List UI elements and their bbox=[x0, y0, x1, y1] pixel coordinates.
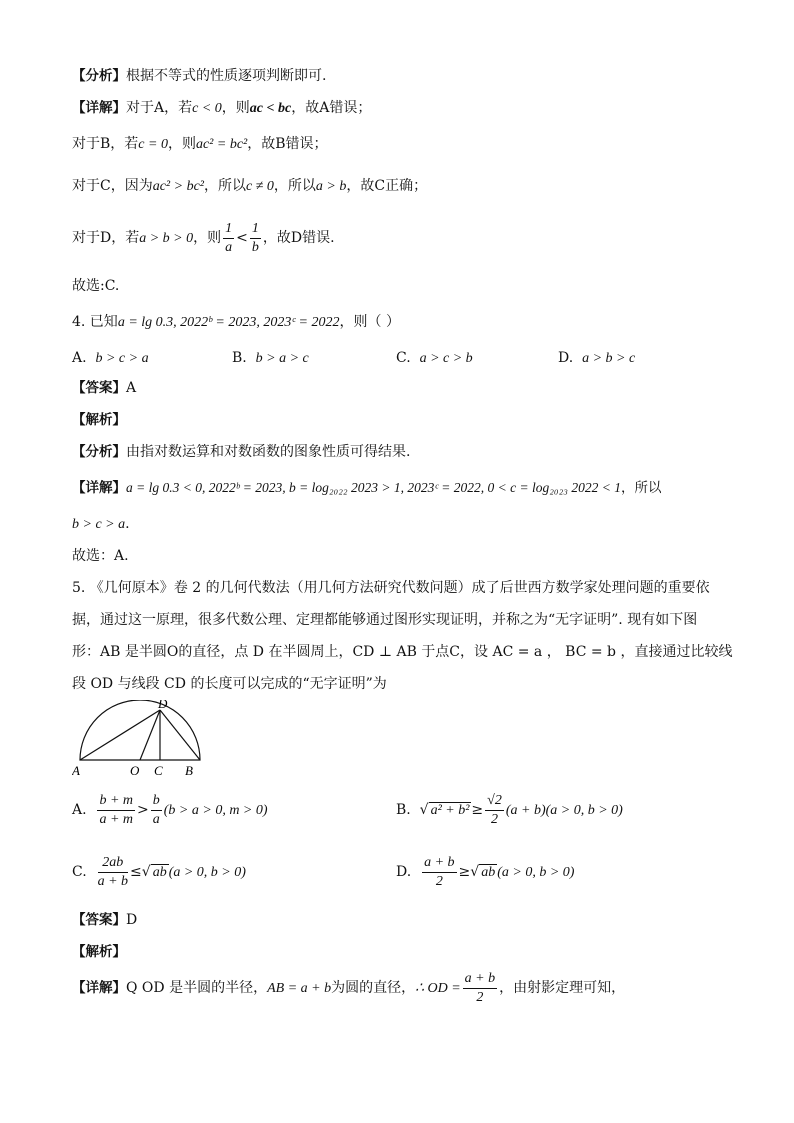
option-label: D. bbox=[396, 864, 412, 880]
denominator: b bbox=[251, 239, 259, 255]
numerator: a + b bbox=[422, 854, 456, 873]
math: ≥ bbox=[471, 802, 484, 818]
q3-analysis-line bbox=[72, 66, 326, 86]
q4-option-d bbox=[558, 348, 635, 369]
option-label: A. bbox=[72, 802, 87, 818]
fraction bbox=[250, 220, 261, 257]
text: 为圆的直径， bbox=[331, 980, 416, 996]
math: ac < bc bbox=[249, 101, 292, 116]
math: a > b > 0 bbox=[139, 231, 194, 246]
option-text: a > b > c bbox=[582, 351, 636, 366]
math: ac² > bc² bbox=[152, 179, 204, 194]
option-label: C. bbox=[72, 864, 87, 880]
fraction bbox=[223, 220, 234, 257]
numerator: b bbox=[151, 792, 162, 811]
q5-jiexi-tag: 【解析】 bbox=[72, 944, 126, 960]
text: ，所以 bbox=[620, 480, 662, 496]
option-text: a > c > b bbox=[419, 351, 473, 366]
semicircle-arc bbox=[80, 700, 200, 760]
q4-detail-line bbox=[72, 478, 661, 498]
analysis-text: 根据不等式的性质逐项判断即可. bbox=[126, 68, 327, 84]
q5-option-a bbox=[72, 790, 268, 831]
text: 对于B，若 bbox=[72, 136, 139, 152]
denominator: 2 bbox=[435, 873, 443, 889]
text: 对于A，若 bbox=[126, 100, 193, 116]
segment-AD bbox=[80, 710, 160, 760]
math: c < 0 bbox=[192, 101, 222, 116]
denominator: a bbox=[152, 811, 160, 827]
text: ，由射影定理可知， bbox=[499, 980, 626, 996]
math: ≤ bbox=[130, 864, 142, 880]
denominator: 2 bbox=[476, 989, 484, 1005]
q4-analysis-line bbox=[72, 442, 410, 462]
math: a = lg 0.3 < 0, 2022ᵇ = 2023, b = log₂₀₂₂ 2023 > 1, 2023ᶜ = 2022, 0 < c = log₂₀₂₃ 2022 < 1 bbox=[126, 480, 621, 495]
denominator: a + b bbox=[97, 873, 129, 889]
math: ac² = bc² bbox=[195, 137, 248, 152]
text: ，则（ ） bbox=[339, 314, 400, 330]
numerator: √2 bbox=[485, 792, 504, 811]
numerator: b + m bbox=[97, 792, 135, 811]
q5-option-d: D. $\frac{a + b}{2}$ ≥√ ab (a > 0, b > 0) bbox=[396, 854, 575, 889]
segment-OD bbox=[140, 710, 160, 760]
segment-DB bbox=[160, 710, 200, 760]
answer-tag: 【答案】 bbox=[72, 380, 126, 396]
analysis-text: 由指对数运算和对数函数的图象性质可得结果. bbox=[126, 444, 411, 460]
math: ∴ OD = bbox=[415, 981, 461, 996]
text: ，故B错误； bbox=[247, 136, 328, 152]
q5-option-b: B. √ a² + b² ≥ $\frac{√2}{2}$ (a + b)(a > 0, b > 0) bbox=[396, 792, 623, 827]
math: b > c > a bbox=[72, 517, 126, 532]
text: ，则 bbox=[167, 136, 196, 152]
option-text: b > c > a bbox=[95, 351, 149, 366]
text: ，故D错误. bbox=[262, 230, 335, 246]
math: a² + b² bbox=[430, 803, 470, 818]
math: ab bbox=[152, 865, 167, 880]
q4-answer-line bbox=[72, 378, 136, 398]
q3-answer: 故选:C. bbox=[72, 278, 120, 294]
label-A: A bbox=[72, 763, 80, 778]
label-B: B bbox=[185, 763, 193, 778]
fraction bbox=[485, 792, 504, 829]
fraction bbox=[151, 792, 162, 829]
math: AB = a + b bbox=[267, 981, 332, 996]
fraction bbox=[463, 970, 497, 1007]
math: c ≠ 0 bbox=[246, 179, 274, 194]
q5-option-c: C. $\frac{2ab}{a + b}$ ≤√ ab (a > 0, b > 0) bbox=[72, 854, 246, 889]
q4-detail-line-2 bbox=[72, 514, 130, 535]
fraction bbox=[98, 854, 128, 891]
q5-stem-1: 5. 《几何原本》卷 2 的几何代数法（用几何方法研究代数问题）成了后世西方数学家处理问题的重要依 bbox=[72, 580, 710, 596]
q5-stem-4: 段 OD 与线段 CD 的长度可以完成的“无字证明”为 bbox=[72, 676, 387, 692]
math: (b > a > 0, m > 0) bbox=[163, 803, 268, 818]
text: ，故C正确； bbox=[346, 178, 428, 194]
detail-tag: 【详解】 bbox=[72, 480, 126, 496]
math: a > b bbox=[315, 179, 347, 194]
q5-stem-3: 形：AB 是半圆O的直径，点 D 在半圆周上，CD ⊥ AB 于点C，设 AC = a ， BC = b ，直接通过比较线 bbox=[72, 644, 733, 660]
numerator: 2ab bbox=[98, 854, 128, 873]
detail-tag: 【详解】 bbox=[72, 100, 126, 116]
option-label: A. bbox=[72, 350, 87, 366]
text: 对于D，若 bbox=[72, 230, 140, 246]
q4-stem bbox=[72, 312, 400, 333]
text: . bbox=[125, 516, 130, 532]
analysis-tag: 【分析】 bbox=[72, 444, 126, 460]
q5-detail-line bbox=[72, 968, 625, 1009]
q3-line-b bbox=[72, 134, 328, 155]
option-text: b > a > c bbox=[255, 351, 309, 366]
math: (a > 0, b > 0) bbox=[497, 865, 575, 880]
semicircle-diagram bbox=[72, 700, 212, 780]
text: 4. 已知 bbox=[72, 314, 118, 330]
q4-option-a bbox=[72, 348, 149, 369]
option-label: B. bbox=[396, 802, 411, 818]
math: > bbox=[137, 802, 149, 818]
option-label: C. bbox=[396, 350, 411, 366]
math: a = lg 0.3, 2022ᵇ = 2023, 2023ᶜ = 2022 bbox=[117, 315, 340, 330]
detail-tag: 【详解】 bbox=[72, 980, 126, 996]
q5-stem-2: 据，通过这一原理，很多代数公理、定理都能够通过图形实现证明，并称之为“无字证明”. 现有如下图 bbox=[72, 612, 698, 628]
numerator: 1 bbox=[250, 220, 261, 239]
denominator: a + m bbox=[99, 811, 134, 827]
label-D: D bbox=[158, 700, 168, 711]
q3-line-d bbox=[72, 218, 335, 259]
math: c = 0 bbox=[138, 137, 168, 152]
option-label: B. bbox=[232, 350, 247, 366]
numerator: 1 bbox=[223, 220, 234, 239]
analysis-tag: 【分析】 bbox=[72, 68, 126, 84]
text: ，所以 bbox=[273, 178, 316, 194]
label-C: C bbox=[154, 763, 163, 778]
text: ，故A错误； bbox=[291, 100, 372, 116]
q3-line-c bbox=[72, 176, 427, 197]
math: (a > 0, b > 0) bbox=[168, 865, 246, 880]
q4-option-c bbox=[396, 348, 473, 369]
fraction bbox=[97, 792, 135, 829]
q5-answer-line bbox=[72, 910, 137, 930]
answer-tag: 【答案】 bbox=[72, 912, 126, 928]
text: ，则 bbox=[221, 100, 250, 116]
math: (a + b)(a > 0, b > 0) bbox=[505, 803, 623, 818]
text: Q OD 是半圆的半径， bbox=[126, 980, 268, 996]
text: ，则 bbox=[193, 230, 222, 246]
q4-final: 故选：A. bbox=[72, 548, 129, 564]
answer-text: D bbox=[126, 912, 138, 928]
text: 对于C，因为 bbox=[72, 178, 153, 194]
q4-jiexi-tag: 【解析】 bbox=[72, 412, 126, 428]
label-O: O bbox=[130, 763, 140, 778]
fraction bbox=[422, 854, 456, 891]
option-label: D. bbox=[558, 350, 574, 366]
math: < bbox=[236, 230, 248, 246]
numerator: a + b bbox=[463, 970, 497, 989]
math: ≥ bbox=[458, 864, 471, 880]
text: ，所以 bbox=[204, 178, 246, 194]
answer-text: A bbox=[126, 380, 137, 396]
denominator: a bbox=[225, 239, 233, 255]
denominator: 2 bbox=[491, 811, 498, 827]
q3-detail-line-a bbox=[72, 98, 371, 119]
q4-option-b bbox=[232, 348, 309, 369]
math: ab bbox=[481, 865, 496, 880]
